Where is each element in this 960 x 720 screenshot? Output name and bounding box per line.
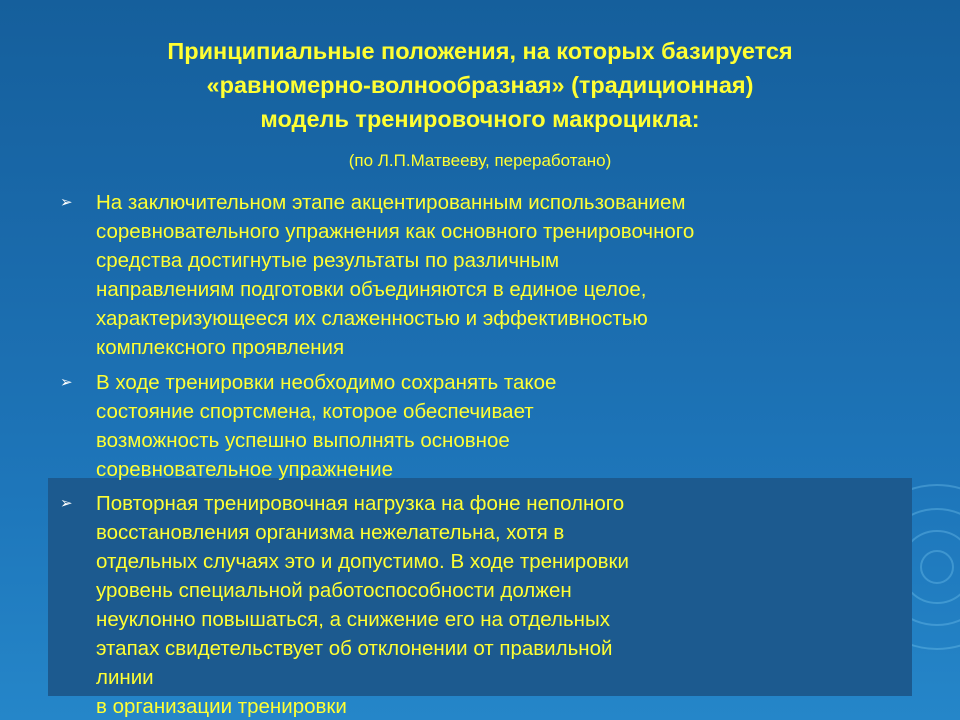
bullet-item-3 [60,489,860,720]
bullet-text-1: На заключительном этапе акцентированным использованием соревновательного упражнения как основного тренировочного средства достигнутые результаты по различным направлениям подготовки объединяются в единое целое, характеризующееся их слаженностью и эффективностью комплексного проявления [96,191,695,359]
arrow-bullet-icon: ➢ [60,374,73,391]
title-line-2: «равномерно-волнообразная» (традиционная) [206,72,754,98]
arrow-bullet-icon: ➢ [60,495,73,512]
slide-title [40,34,920,136]
bullet-text-3: Повторная тренировочная нагрузка на фоне неполного восстановления организма нежелательна, хотя в отдельных случаях это и допустимо. В ходе тренировки уровень специальной работоспособности должен неуклонно повышаться, а снижение его на отдельных этапах свидетельствует об отклонении от правильной линии в организации тренировки [96,492,629,718]
bullet-item-2 [60,368,860,484]
bullet-text-2: В ходе тренировки необходимо сохранять такое состояние спортсмена, которое обеспечивает возможность успешно выполнять основное соревновательное упражнение [96,371,557,481]
slide-subtitle: (по Л.П.Матвееву, переработано) [348,151,612,170]
arrow-bullet-icon: ➢ [60,194,73,211]
title-line-1: Принципиальные положения, на которых базируется [167,38,793,64]
bullet-item-1 [60,188,860,362]
title-line-3: модель тренировочного макроцикла: [260,106,700,132]
